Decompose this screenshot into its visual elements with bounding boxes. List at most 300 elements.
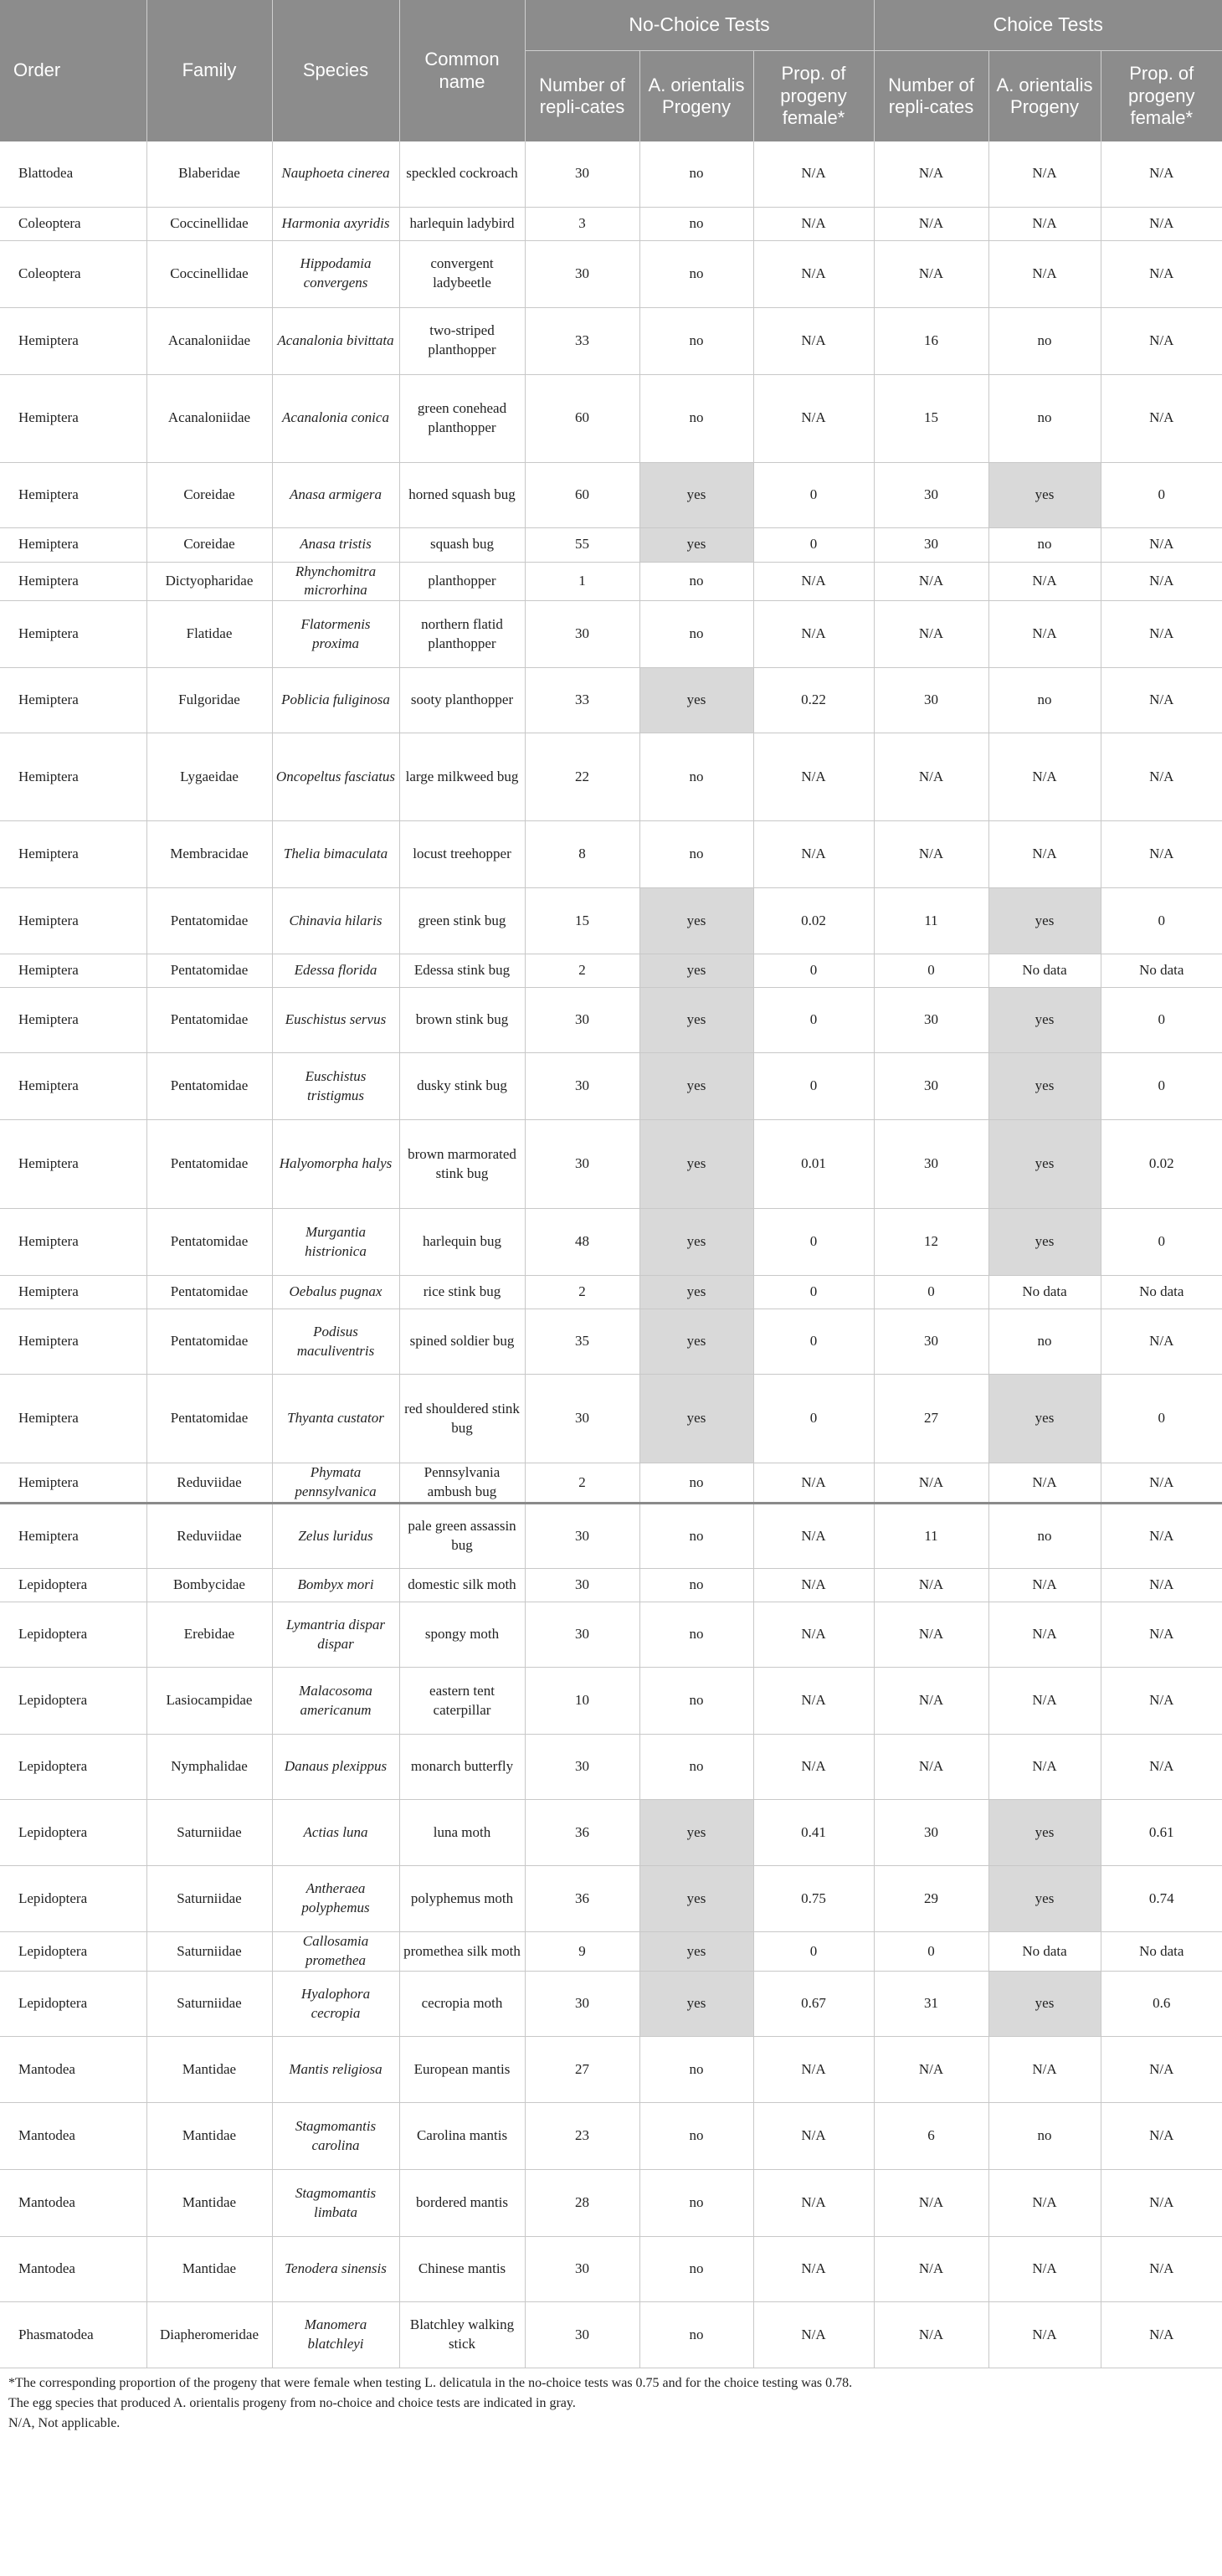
cell-nc-progeny: no (639, 1735, 753, 1800)
cell-c-replicates: 11 (874, 888, 988, 954)
cell-species: Euschistus tristigmus (272, 1053, 399, 1120)
cell-common-name: Edessa stink bug (399, 954, 525, 988)
cell-c-replicates: N/A (874, 733, 988, 821)
cell-family: Mantidae (146, 2103, 272, 2170)
cell-nc-prop-female: 0.75 (753, 1866, 874, 1932)
cell-c-prop-female: 0 (1101, 1209, 1222, 1276)
cell-nc-progeny: no (639, 2170, 753, 2237)
cell-c-progeny: N/A (988, 1735, 1101, 1800)
cell-family: Blaberidae (146, 141, 272, 207)
cell-nc-prop-female: 0.22 (753, 668, 874, 733)
cell-order: Hemiptera (0, 954, 146, 988)
cell-c-prop-female: N/A (1101, 1504, 1222, 1569)
cell-common-name: red shouldered stink bug (399, 1375, 525, 1463)
nc-progeny-header (639, 51, 753, 142)
table-row (0, 141, 1222, 207)
cell-nc-prop-female: N/A (753, 1504, 874, 1569)
cell-nc-replicates: 8 (525, 821, 639, 888)
cell-nc-progeny: no (639, 1463, 753, 1504)
table-row (0, 1569, 1222, 1602)
cell-family: Saturniidae (146, 1972, 272, 2037)
cell-order: Lepidoptera (0, 1800, 146, 1866)
cell-common-name: bordered mantis (399, 2170, 525, 2237)
cell-nc-replicates: 3 (525, 207, 639, 240)
cell-family: Pentatomidae (146, 1375, 272, 1463)
cell-nc-replicates: 30 (525, 1602, 639, 1668)
cell-common-name: sooty planthopper (399, 668, 525, 733)
cell-family: Mantidae (146, 2237, 272, 2302)
cell-species: Nauphoeta cinerea (272, 141, 399, 207)
cell-c-progeny: N/A (988, 2302, 1101, 2368)
cell-family: Lasiocampidae (146, 1668, 272, 1735)
cell-c-replicates: N/A (874, 2237, 988, 2302)
cell-order: Hemiptera (0, 1463, 146, 1504)
cell-c-progeny: yes (988, 462, 1101, 527)
footnote-female-proportion: *The corresponding proportion of the progeny that were female when testing L. delicatula in the no-choice tests was 0.75 and for the choice testing was 0.78. (8, 2376, 853, 2391)
cell-nc-prop-female: 0 (753, 1375, 874, 1463)
cell-species: Danaus plexippus (272, 1735, 399, 1800)
cell-common-name: horned squash bug (399, 462, 525, 527)
footnote-na: N/A, Not applicable. (8, 2416, 121, 2431)
cell-order: Hemiptera (0, 988, 146, 1053)
table-row (0, 1463, 1222, 1504)
cell-c-prop-female: N/A (1101, 240, 1222, 307)
table-row (0, 1602, 1222, 1668)
table-header (0, 0, 1222, 141)
cell-nc-replicates: 30 (525, 240, 639, 307)
cell-c-prop-female: N/A (1101, 1569, 1222, 1602)
cell-order: Coleoptera (0, 240, 146, 307)
choice-group-header: Choice Tests (874, 0, 1222, 51)
cell-nc-prop-female: N/A (753, 1602, 874, 1668)
table-row (0, 821, 1222, 888)
cell-common-name: Chinese mantis (399, 2237, 525, 2302)
cell-c-progeny: N/A (988, 1463, 1101, 1504)
cell-nc-prop-female: N/A (753, 1735, 874, 1800)
cell-species: Flatormenis proxima (272, 601, 399, 668)
cell-species: Callosamia promethea (272, 1932, 399, 1972)
cell-nc-replicates: 35 (525, 1309, 639, 1375)
cell-nc-progeny: no (639, 2302, 753, 2368)
table-row (0, 1276, 1222, 1309)
cell-order: Lepidoptera (0, 1668, 146, 1735)
cell-c-replicates: 30 (874, 1309, 988, 1375)
cell-c-prop-female: N/A (1101, 2170, 1222, 2237)
table-row (0, 601, 1222, 668)
cell-order: Hemiptera (0, 1120, 146, 1209)
cell-c-progeny: N/A (988, 207, 1101, 240)
cell-nc-progeny: no (639, 374, 753, 462)
cell-species: Mantis religiosa (272, 2037, 399, 2103)
table-row (0, 2170, 1222, 2237)
cell-c-replicates: 30 (874, 668, 988, 733)
cell-c-replicates: N/A (874, 2037, 988, 2103)
cell-common-name: large milkweed bug (399, 733, 525, 821)
cell-c-replicates: 30 (874, 1120, 988, 1209)
cell-c-progeny: N/A (988, 1668, 1101, 1735)
cell-c-prop-female: No data (1101, 1932, 1222, 1972)
table-row (0, 668, 1222, 733)
cell-c-prop-female: N/A (1101, 2037, 1222, 2103)
cell-nc-replicates: 9 (525, 1932, 639, 1972)
cell-species: Acanalonia conica (272, 374, 399, 462)
c-prop-female-header: Prop. of progeny female* (1101, 51, 1222, 142)
cell-c-prop-female: 0.02 (1101, 1120, 1222, 1209)
cell-order: Lepidoptera (0, 1972, 146, 2037)
cell-common-name: spongy moth (399, 1602, 525, 1668)
cell-common-name: speckled cockroach (399, 141, 525, 207)
cell-common-name: monarch butterfly (399, 1735, 525, 1800)
cell-order: Mantodea (0, 2170, 146, 2237)
cell-c-replicates: N/A (874, 1602, 988, 1668)
cell-c-replicates: N/A (874, 240, 988, 307)
cell-species: Acanalonia bivittata (272, 307, 399, 374)
table-row (0, 1866, 1222, 1932)
cell-c-progeny: yes (988, 988, 1101, 1053)
cell-nc-progeny: yes (639, 668, 753, 733)
cell-c-prop-female: N/A (1101, 1309, 1222, 1375)
cell-order: Lepidoptera (0, 1735, 146, 1800)
cell-c-replicates: 0 (874, 954, 988, 988)
cell-c-replicates: 30 (874, 1053, 988, 1120)
c-progeny-header (988, 51, 1101, 142)
cell-c-replicates: 30 (874, 527, 988, 562)
cell-family: Coreidae (146, 462, 272, 527)
cell-common-name: green conehead planthopper (399, 374, 525, 462)
cell-c-replicates: N/A (874, 601, 988, 668)
cell-order: Hemiptera (0, 821, 146, 888)
table-row (0, 2103, 1222, 2170)
cell-c-replicates: N/A (874, 562, 988, 601)
cell-order: Hemiptera (0, 733, 146, 821)
cell-species: Harmonia axyridis (272, 207, 399, 240)
cell-nc-replicates: 30 (525, 2237, 639, 2302)
cell-nc-prop-female: N/A (753, 733, 874, 821)
table-row (0, 527, 1222, 562)
table-row (0, 1504, 1222, 1569)
cell-nc-progeny: yes (639, 1209, 753, 1276)
cell-nc-replicates: 30 (525, 1735, 639, 1800)
cell-nc-progeny: yes (639, 1309, 753, 1375)
footnote-gray-explanation: The egg species that produced A. orientalis progeny from no-choice and choice tests are indicated in gray. (8, 2396, 576, 2411)
table-row (0, 954, 1222, 988)
table-row (0, 307, 1222, 374)
cell-family: Pentatomidae (146, 1120, 272, 1209)
cell-nc-progeny: no (639, 821, 753, 888)
cell-c-prop-female: N/A (1101, 821, 1222, 888)
cell-common-name: dusky stink bug (399, 1053, 525, 1120)
cell-nc-progeny: no (639, 2237, 753, 2302)
cell-nc-replicates: 1 (525, 562, 639, 601)
cell-species: Lymantria dispar dispar (272, 1602, 399, 1668)
cell-c-progeny: no (988, 1309, 1101, 1375)
cell-common-name: green stink bug (399, 888, 525, 954)
no-choice-group-header: No-Choice Tests (525, 0, 874, 51)
cell-species: Thelia bimaculata (272, 821, 399, 888)
cell-c-replicates: N/A (874, 2170, 988, 2237)
cell-c-progeny: N/A (988, 240, 1101, 307)
cell-order: Hemiptera (0, 1504, 146, 1569)
cell-c-prop-female: N/A (1101, 668, 1222, 733)
cell-c-prop-female: N/A (1101, 1602, 1222, 1668)
cell-nc-replicates: 30 (525, 1504, 639, 1569)
cell-common-name: pale green assassin bug (399, 1504, 525, 1569)
cell-c-replicates: N/A (874, 821, 988, 888)
cell-common-name: locust treehopper (399, 821, 525, 888)
cell-c-prop-female: N/A (1101, 733, 1222, 821)
cell-nc-replicates: 60 (525, 374, 639, 462)
cell-c-prop-female: N/A (1101, 141, 1222, 207)
cell-family: Mantidae (146, 2170, 272, 2237)
cell-family: Reduviidae (146, 1504, 272, 1569)
cell-family: Saturniidae (146, 1932, 272, 1972)
cell-nc-replicates: 2 (525, 954, 639, 988)
cell-family: Coccinellidae (146, 240, 272, 307)
table-row (0, 240, 1222, 307)
table-row (0, 1668, 1222, 1735)
cell-c-replicates: N/A (874, 1735, 988, 1800)
cell-nc-replicates: 30 (525, 601, 639, 668)
cell-c-progeny: no (988, 374, 1101, 462)
cell-order: Lepidoptera (0, 1932, 146, 1972)
cell-family: Fulgoridae (146, 668, 272, 733)
cell-nc-progeny: no (639, 733, 753, 821)
cell-order: Hemiptera (0, 888, 146, 954)
cell-family: Flatidae (146, 601, 272, 668)
cell-nc-prop-female: 0 (753, 1309, 874, 1375)
cell-order: Lepidoptera (0, 1866, 146, 1932)
cell-c-progeny: No data (988, 1932, 1101, 1972)
cell-c-replicates: N/A (874, 1668, 988, 1735)
cell-nc-progeny: no (639, 207, 753, 240)
nc-prop-female-header: Prop. of progeny female* (753, 51, 874, 142)
cell-common-name: brown stink bug (399, 988, 525, 1053)
cell-nc-progeny: yes (639, 1120, 753, 1209)
cell-family: Pentatomidae (146, 888, 272, 954)
table-row (0, 1209, 1222, 1276)
cell-order: Hemiptera (0, 562, 146, 601)
cell-order: Hemiptera (0, 307, 146, 374)
cell-nc-replicates: 30 (525, 988, 639, 1053)
cell-order: Hemiptera (0, 1276, 146, 1309)
cell-nc-prop-female: N/A (753, 2302, 874, 2368)
table-body (0, 141, 1222, 2368)
cell-family: Pentatomidae (146, 1209, 272, 1276)
cell-order: Phasmatodea (0, 2302, 146, 2368)
cell-c-prop-female: 0 (1101, 888, 1222, 954)
cell-common-name: planthopper (399, 562, 525, 601)
cell-nc-replicates: 33 (525, 668, 639, 733)
table-row (0, 1800, 1222, 1866)
cell-c-replicates: N/A (874, 1569, 988, 1602)
nc-progeny-label: A. orientalis Progeny (648, 74, 745, 117)
cell-nc-prop-female: N/A (753, 601, 874, 668)
cell-c-progeny: N/A (988, 1569, 1101, 1602)
cell-nc-prop-female: N/A (753, 1569, 874, 1602)
cell-nc-prop-female: 0 (753, 462, 874, 527)
cell-c-progeny: No data (988, 954, 1101, 988)
cell-family: Erebidae (146, 1602, 272, 1668)
cell-c-progeny: no (988, 307, 1101, 374)
cell-order: Coleoptera (0, 207, 146, 240)
cell-c-prop-female: 0 (1101, 1375, 1222, 1463)
cell-c-progeny: no (988, 527, 1101, 562)
cell-nc-progeny: no (639, 2103, 753, 2170)
cell-order: Hemiptera (0, 1053, 146, 1120)
cell-species: Manomera blatchleyi (272, 2302, 399, 2368)
cell-c-prop-female: N/A (1101, 601, 1222, 668)
cell-c-replicates: N/A (874, 1463, 988, 1504)
cell-order: Hemiptera (0, 462, 146, 527)
cell-nc-progeny: yes (639, 1800, 753, 1866)
cell-common-name: northern flatid planthopper (399, 601, 525, 668)
cell-order: Hemiptera (0, 527, 146, 562)
table-row (0, 2237, 1222, 2302)
cell-c-prop-female: N/A (1101, 1668, 1222, 1735)
cell-species: Stagmomantis limbata (272, 2170, 399, 2237)
cell-common-name: brown marmorated stink bug (399, 1120, 525, 1209)
cell-nc-replicates: 36 (525, 1866, 639, 1932)
cell-order: Hemiptera (0, 1309, 146, 1375)
cell-nc-progeny: yes (639, 888, 753, 954)
cell-order: Hemiptera (0, 1375, 146, 1463)
cell-common-name: Carolina mantis (399, 2103, 525, 2170)
cell-c-replicates: 31 (874, 1972, 988, 2037)
cell-order: Mantodea (0, 2237, 146, 2302)
c-replicates-header: Number of repli-cates (874, 51, 988, 142)
cell-family: Coccinellidae (146, 207, 272, 240)
cell-species: Oebalus pugnax (272, 1276, 399, 1309)
cell-family: Saturniidae (146, 1866, 272, 1932)
table-row (0, 1972, 1222, 2037)
cell-c-prop-female: 0.6 (1101, 1972, 1222, 2037)
cell-c-prop-female: 0 (1101, 1053, 1222, 1120)
cell-c-progeny: no (988, 2103, 1101, 2170)
cell-order: Hemiptera (0, 1209, 146, 1276)
cell-c-prop-female: N/A (1101, 2103, 1222, 2170)
nc-replicates-header: Number of repli-cates (525, 51, 639, 142)
cell-c-prop-female: 0 (1101, 988, 1222, 1053)
cell-nc-prop-female: N/A (753, 821, 874, 888)
cell-nc-progeny: no (639, 562, 753, 601)
cell-nc-replicates: 2 (525, 1463, 639, 1504)
cell-c-progeny: yes (988, 1209, 1101, 1276)
cell-nc-replicates: 27 (525, 2037, 639, 2103)
cell-c-progeny: N/A (988, 562, 1101, 601)
cell-nc-prop-female: 0 (753, 988, 874, 1053)
cell-nc-prop-female: N/A (753, 2037, 874, 2103)
cell-common-name: European mantis (399, 2037, 525, 2103)
cell-nc-prop-female: N/A (753, 2103, 874, 2170)
cell-c-prop-female: No data (1101, 1276, 1222, 1309)
cell-family: Pentatomidae (146, 1053, 272, 1120)
cell-order: Blattodea (0, 141, 146, 207)
cell-family: Mantidae (146, 2037, 272, 2103)
cell-nc-progeny: yes (639, 954, 753, 988)
col-family-header: Family (146, 0, 272, 141)
table-row (0, 562, 1222, 601)
cell-nc-prop-female: N/A (753, 307, 874, 374)
cell-c-progeny: yes (988, 1800, 1101, 1866)
cell-nc-replicates: 30 (525, 2302, 639, 2368)
cell-species: Anasa armigera (272, 462, 399, 527)
cell-nc-replicates: 15 (525, 888, 639, 954)
cell-species: Poblicia fuliginosa (272, 668, 399, 733)
cell-nc-prop-female: 0 (753, 1276, 874, 1309)
table-row (0, 2037, 1222, 2103)
cell-c-progeny: yes (988, 1375, 1101, 1463)
cell-nc-prop-female: 0.02 (753, 888, 874, 954)
cell-c-prop-female: N/A (1101, 207, 1222, 240)
cell-species: Tenodera sinensis (272, 2237, 399, 2302)
cell-c-replicates: N/A (874, 2302, 988, 2368)
cell-c-progeny: No data (988, 1276, 1101, 1309)
cell-order: Hemiptera (0, 668, 146, 733)
cell-common-name: eastern tent caterpillar (399, 1668, 525, 1735)
cell-nc-replicates: 30 (525, 1053, 639, 1120)
cell-nc-progeny: no (639, 141, 753, 207)
cell-nc-replicates: 10 (525, 1668, 639, 1735)
cell-common-name: cecropia moth (399, 1972, 525, 2037)
cell-nc-prop-female: N/A (753, 2237, 874, 2302)
cell-nc-prop-female: 0 (753, 954, 874, 988)
cell-common-name: Blatchley walking stick (399, 2302, 525, 2368)
cell-c-prop-female: N/A (1101, 562, 1222, 601)
cell-family: Membracidae (146, 821, 272, 888)
cell-common-name: harlequin bug (399, 1209, 525, 1276)
cell-order: Mantodea (0, 2103, 146, 2170)
cell-c-prop-female: 0 (1101, 462, 1222, 527)
cell-nc-progeny: yes (639, 1053, 753, 1120)
cell-family: Pentatomidae (146, 1276, 272, 1309)
cell-nc-replicates: 30 (525, 1569, 639, 1602)
cell-species: Hyalophora cecropia (272, 1972, 399, 2037)
cell-family: Dictyopharidae (146, 562, 272, 601)
cell-nc-prop-female: N/A (753, 1463, 874, 1504)
table-row (0, 462, 1222, 527)
cell-species: Thyanta custator (272, 1375, 399, 1463)
cell-nc-prop-female: N/A (753, 207, 874, 240)
cell-c-replicates: 6 (874, 2103, 988, 2170)
cell-c-progeny: yes (988, 1120, 1101, 1209)
cell-c-progeny: yes (988, 1972, 1101, 2037)
cell-family: Acanaloniidae (146, 307, 272, 374)
table-row (0, 1932, 1222, 1972)
cell-nc-replicates: 30 (525, 141, 639, 207)
cell-nc-progeny: no (639, 307, 753, 374)
cell-common-name: promethea silk moth (399, 1932, 525, 1972)
cell-c-replicates: 12 (874, 1209, 988, 1276)
cell-nc-prop-female: N/A (753, 1668, 874, 1735)
cell-nc-progeny: yes (639, 527, 753, 562)
cell-species: Zelus luridus (272, 1504, 399, 1569)
cell-species: Euschistus servus (272, 988, 399, 1053)
cell-family: Saturniidae (146, 1800, 272, 1866)
cell-c-progeny: no (988, 1504, 1101, 1569)
cell-c-replicates: 29 (874, 1866, 988, 1932)
cell-c-replicates: 16 (874, 307, 988, 374)
col-common-header: Common name (399, 0, 525, 141)
cell-common-name: two-striped planthopper (399, 307, 525, 374)
cell-c-progeny: N/A (988, 2170, 1101, 2237)
cell-nc-prop-female: 0 (753, 527, 874, 562)
cell-nc-prop-female: 0 (753, 1932, 874, 1972)
cell-species: Chinavia hilaris (272, 888, 399, 954)
cell-nc-progeny: no (639, 2037, 753, 2103)
cell-c-progeny: N/A (988, 601, 1101, 668)
cell-c-progeny: yes (988, 1866, 1101, 1932)
cell-common-name: Pennsylvania ambush bug (399, 1463, 525, 1504)
